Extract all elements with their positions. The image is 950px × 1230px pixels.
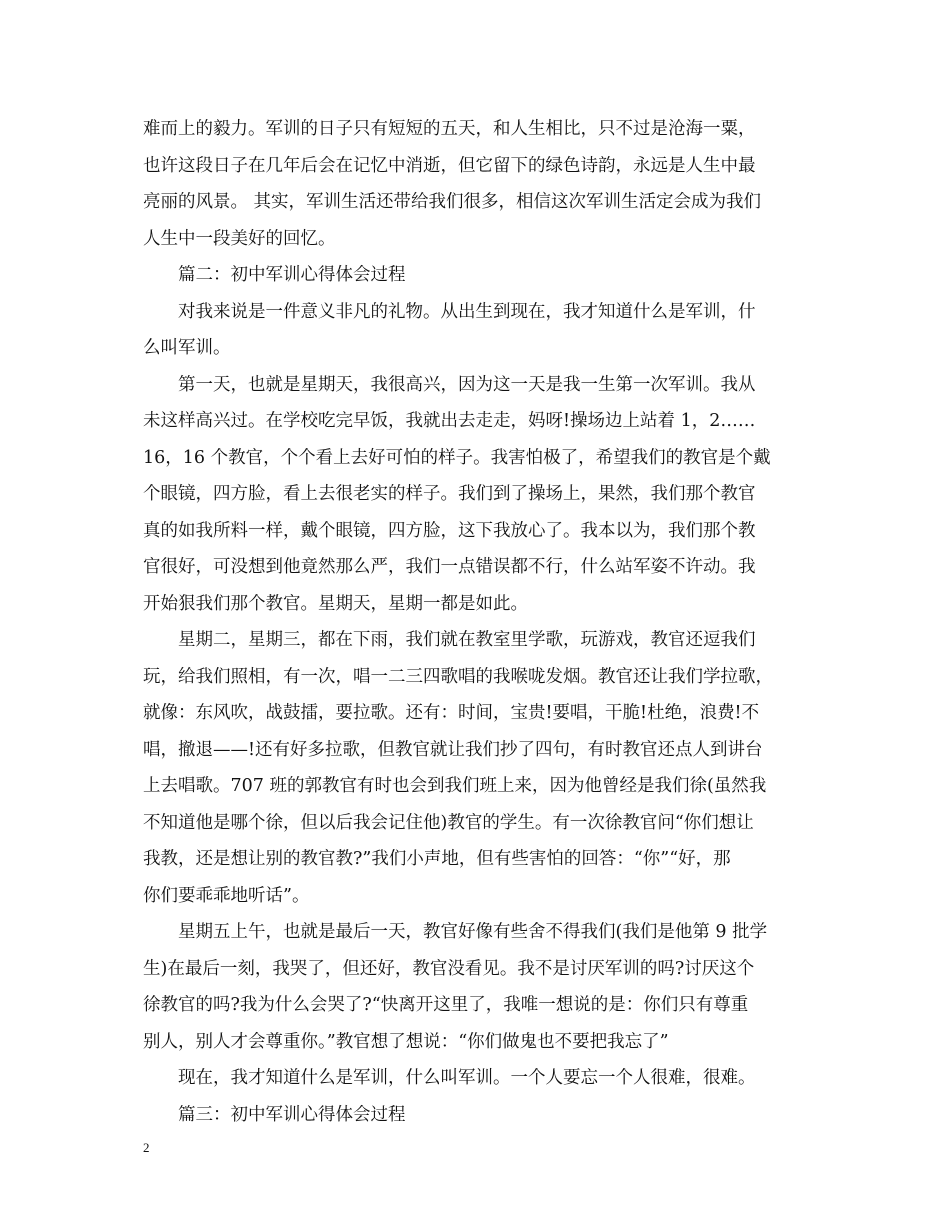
text-line: 未这样高兴过。在学校吃完早饭，我就出去走走，妈呀!操场边上站着 1，2…… xyxy=(143,411,756,431)
text-line: 上去唱歌。707 班的郭教官有时也会到我们班上来，因为他曾经是我们徐(虽然我 xyxy=(143,776,767,796)
text-line: 你们要乖乖地听话”。 xyxy=(143,885,310,906)
text-line: 不知道他是哪个徐，但以后我会记住他)教官的学生。有一次徐教官问“你们想让 xyxy=(143,812,754,833)
text-line: 真的如我所料一样，戴个眼镜，四方脸，这下我放心了。我本以为，我们那个教 xyxy=(143,520,756,541)
text-line: 篇二：初中军训心得体会过程 xyxy=(178,265,406,285)
text-line: 就像：东风吹，战鼓擂，要拉歌。还有：时间，宝贵!要唱，干脆!杜绝，浪费!不 xyxy=(143,703,760,723)
text-line: 亮丽的风景。 其实，军训生活还带给我们很多，相信这次军训生活定会成为我们 xyxy=(143,192,762,212)
text-line: 么叫军训。 xyxy=(143,338,231,358)
text-line: 个眼镜，四方脸，看上去很老实的样子。我们到了操场上，果然，我们那个教官 xyxy=(143,484,756,504)
text-line: 也许这段日子在几年后会在记忆中消逝，但它留下的绿色诗韵，永远是人生中最 xyxy=(143,155,756,176)
document-body xyxy=(143,111,813,1133)
text-line: 16，16 个教官，个个看上去好可怕的样子。我害怕极了，希望我们的教官是个戴 xyxy=(143,447,771,468)
text-line: 开始狠我们那个教官。星期天，星期一都是如此。 xyxy=(143,593,528,614)
text-line: 星期五上午，也就是最后一天，教官好像有些舍不得我们(我们是他第 9 批学 xyxy=(178,922,768,942)
text-line: 对我来说是一件意义非凡的礼物。从出生到现在，我才知道什么是军训，什 xyxy=(178,301,756,322)
text-line: 别人，别人才会尊重你。”教官想了想说：“你们做鬼也不要把我忘了” xyxy=(143,1031,669,1052)
text-line: 徐教官的吗?我为什么会哭了?“快离开这里了，我唯一想说的是：你们只有尊重 xyxy=(143,995,749,1015)
text-line: 生)在最后一刻，我哭了，但还好，教官没看见。我不是讨厌军训的吗?讨厌这个 xyxy=(143,958,755,979)
text-line: 第一天，也就是星期天，我很高兴，因为这一天是我一生第一次军训。我从 xyxy=(178,374,756,395)
page-number: 2 xyxy=(143,1140,150,1155)
text-line: 我教，还是想让别的教官教?”我们小声地，但有些害怕的回答：“你”“好，那 xyxy=(143,849,731,869)
text-line: 篇三：初中军训心得体会过程 xyxy=(178,1104,406,1125)
text-line: 难而上的毅力。军训的日子只有短短的五天，和人生相比，只不过是沧海一粟， xyxy=(143,119,756,139)
text-line: 玩，给我们照相，有一次，唱一二三四歌唱的我喉咙发烟。教官还让我们学拉歌， xyxy=(143,666,773,687)
text-line: 星期二，星期三，都在下雨，我们就在教室里学歌，玩游戏，教官还逗我们 xyxy=(178,630,756,650)
text-line: 现在，我才知道什么是军训，什么叫军训。一个人要忘一个人很难，很难。 xyxy=(178,1068,756,1088)
text-line: 唱，撤退——!还有好多拉歌，但教官就让我们抄了四句，有时教官还点人到讲台 xyxy=(143,739,763,760)
text-line: 官很好，可没想到他竟然那么严，我们一点错误都不行，什么站军姿不许动。我 xyxy=(143,557,756,577)
text-line: 人生中一段美好的回忆。 xyxy=(143,228,336,249)
